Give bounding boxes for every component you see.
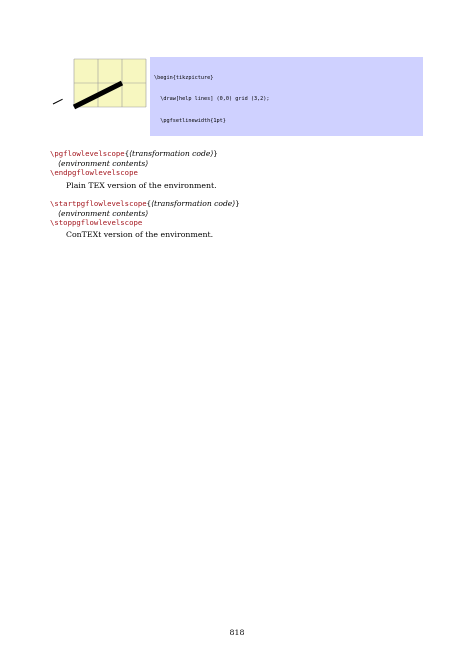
close-brace: }	[213, 149, 218, 158]
start-command: \startpgflowlevelscope	[50, 199, 147, 208]
command-signature	[50, 149, 218, 159]
open-brace: {	[124, 149, 130, 158]
code-line: \draw[help lines] (0,0) grid (3,2);	[154, 96, 270, 103]
end-command: \stoppgflowlevelscope	[50, 218, 143, 228]
end-command: \endpgflowlevelscope	[50, 168, 138, 178]
argument-placeholder: ⟨transformation code⟩	[129, 149, 214, 158]
entry-description: ConTEXt version of the environment.	[66, 230, 214, 239]
entry-description: Plain TEX version of the environment.	[66, 181, 217, 190]
code-line: \pgfsetlinewidth{1pt}	[154, 118, 226, 125]
code-line: \begin{tikzpicture}	[154, 74, 214, 81]
close-brace: }	[235, 199, 240, 208]
shifted-thin-line	[53, 99, 63, 104]
example-code-box	[150, 57, 423, 136]
environment-contents: ⟨environment contents⟩	[58, 158, 149, 168]
command-entry-plain-tex	[50, 149, 218, 178]
example-figure	[50, 56, 150, 132]
environment-contents: ⟨environment contents⟩	[58, 208, 149, 218]
page-number: 818	[229, 628, 245, 637]
command-entry-context	[50, 199, 240, 228]
open-brace: {	[146, 199, 152, 208]
argument-placeholder: ⟨transformation code⟩	[151, 199, 236, 208]
start-command: \pgflowlevelscope	[50, 149, 125, 158]
command-signature	[50, 199, 240, 209]
